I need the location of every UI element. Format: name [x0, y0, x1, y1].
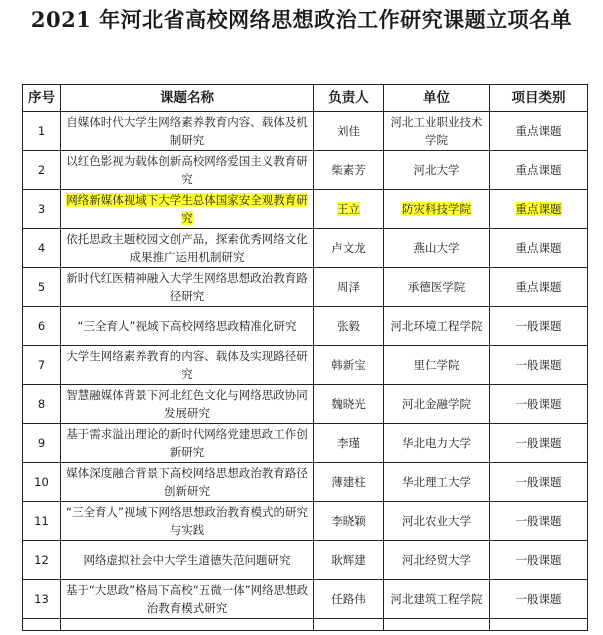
cell-row-number — [23, 307, 61, 346]
cell-topic-name — [61, 580, 314, 619]
cell-unit-name — [384, 112, 490, 151]
page-title: 2021 年河北省高校网络思想政治工作研究课题立项名单 — [30, 7, 573, 32]
cell-topic-name — [61, 190, 314, 229]
cell-unit-name — [384, 151, 490, 190]
cell-topic-name — [61, 346, 314, 385]
cell-lead-person — [314, 151, 384, 190]
lead-person-text: 耿辉建 — [331, 553, 366, 567]
cell-unit-name — [384, 346, 490, 385]
table-row — [23, 151, 588, 190]
cell-project-category — [490, 502, 588, 541]
cell-project-category — [490, 541, 588, 580]
unit-name-text: 华北理工大学 — [402, 475, 471, 489]
cell-unit-name — [384, 268, 490, 307]
cell-project-category — [490, 268, 588, 307]
header-category: 项目类别 — [490, 85, 588, 112]
project-category-text: 一般课题 — [515, 475, 562, 489]
project-category-text: 重点课题 — [515, 202, 562, 216]
cell-topic-name — [61, 502, 314, 541]
cell-empty — [23, 619, 61, 631]
cell-topic-name — [61, 424, 314, 463]
table-row-partial — [23, 619, 588, 631]
table-row — [23, 463, 588, 502]
unit-name-text: 河北大学 — [413, 163, 460, 177]
lead-person-text: 韩新宝 — [331, 358, 366, 372]
row-number-text: 13 — [34, 592, 49, 606]
table-row — [23, 502, 588, 541]
cell-row-number — [23, 190, 61, 229]
row-number-text: 6 — [37, 319, 46, 333]
cell-project-category — [490, 424, 588, 463]
table-row — [23, 385, 588, 424]
cell-topic-name — [61, 541, 314, 580]
cell-unit-name — [384, 502, 490, 541]
project-category-text: 一般课题 — [515, 436, 562, 450]
cell-unit-name — [384, 385, 490, 424]
cell-topic-name — [61, 151, 314, 190]
cell-lead-person — [314, 307, 384, 346]
cell-row-number — [23, 151, 61, 190]
lead-person-text: 王立 — [337, 202, 360, 216]
table-row — [23, 346, 588, 385]
cell-row-number — [23, 112, 61, 151]
cell-project-category — [490, 151, 588, 190]
unit-name-text: 华北电力大学 — [402, 436, 471, 450]
cell-row-number — [23, 424, 61, 463]
cell-lead-person — [314, 346, 384, 385]
project-category-text: 重点课题 — [515, 241, 562, 255]
unit-name-text: 河北农业大学 — [402, 514, 471, 528]
unit-name-text: 河北建筑工程学院 — [390, 592, 483, 606]
table-row — [23, 580, 588, 619]
cell-unit-name — [384, 307, 490, 346]
cell-topic-name — [61, 307, 314, 346]
cell-row-number — [23, 463, 61, 502]
cell-row-number — [23, 346, 61, 385]
header-unit: 单位 — [384, 85, 490, 112]
unit-name-text: 里仁学院 — [413, 358, 460, 372]
table-header-row — [23, 85, 588, 112]
unit-name-text: 承德医学院 — [407, 280, 466, 294]
project-category-text: 一般课题 — [515, 397, 562, 411]
table-row — [23, 307, 588, 346]
row-number-text: 5 — [37, 280, 46, 294]
header-no: 序号 — [23, 85, 61, 112]
cell-unit-name — [384, 229, 490, 268]
cell-empty — [61, 619, 314, 631]
project-list-table — [22, 84, 588, 631]
table-row — [23, 424, 588, 463]
cell-lead-person — [314, 580, 384, 619]
cell-lead-person — [314, 424, 384, 463]
cell-topic-name — [61, 463, 314, 502]
topic-name-text: 网络虚拟社会中大学生道德失范问题研究 — [83, 553, 291, 567]
project-category-text: 重点课题 — [515, 280, 562, 294]
lead-person-text: 张毅 — [337, 319, 360, 333]
project-category-text: 一般课题 — [515, 319, 562, 333]
project-category-text: 重点课题 — [515, 163, 562, 177]
cell-lead-person — [314, 385, 384, 424]
row-number-text: 1 — [37, 124, 46, 138]
unit-name-text: 燕山大学 — [413, 241, 460, 255]
cell-lead-person — [314, 268, 384, 307]
row-number-text: 4 — [37, 241, 46, 255]
cell-row-number — [23, 268, 61, 307]
lead-person-text: 李晓颖 — [331, 514, 366, 528]
header-lead: 负责人 — [314, 85, 384, 112]
topic-name-text: 以红色影视为载体创新高校网络爱国主义教育研究 — [66, 154, 308, 186]
cell-empty — [384, 619, 490, 631]
cell-project-category — [490, 307, 588, 346]
cell-topic-name — [61, 268, 314, 307]
row-number-text: 9 — [37, 436, 46, 450]
lead-person-text: 周泽 — [337, 280, 360, 294]
project-category-text: 一般课题 — [515, 514, 562, 528]
lead-person-text: 任路伟 — [331, 592, 366, 606]
cell-project-category — [490, 580, 588, 619]
topic-name-text: 基于需求溢出理论的新时代网络党建思政工作创新研究 — [66, 427, 308, 459]
lead-person-text: 卢文龙 — [331, 241, 366, 255]
table-row — [23, 190, 588, 229]
cell-lead-person — [314, 463, 384, 502]
cell-project-category — [490, 190, 588, 229]
project-category-text: 一般课题 — [515, 358, 562, 372]
project-category-text: 一般课题 — [515, 592, 562, 606]
cell-row-number — [23, 385, 61, 424]
cell-lead-person — [314, 502, 384, 541]
table-row — [23, 541, 588, 580]
topic-name-text: “三全育人”视域下网络思想政治教育模式的研究与实践 — [66, 505, 308, 537]
unit-name-text: 河北环境工程学院 — [390, 319, 483, 333]
table-row — [23, 229, 588, 268]
lead-person-text: 魏晓光 — [331, 397, 366, 411]
cell-empty — [314, 619, 384, 631]
cell-row-number — [23, 541, 61, 580]
lead-person-text: 刘佳 — [337, 124, 360, 138]
cell-row-number — [23, 229, 61, 268]
topic-name-text: 大学生网络素养教育的内容、载体及实现路径研究 — [66, 349, 308, 381]
topic-name-text: 自媒体时代大学生网络素养教育内容、载体及机制研究 — [66, 115, 308, 147]
table-row — [23, 112, 588, 151]
cell-empty — [490, 619, 588, 631]
header-topic: 课题名称 — [61, 85, 314, 112]
cell-lead-person — [314, 190, 384, 229]
row-number-text: 2 — [37, 163, 46, 177]
cell-project-category — [490, 463, 588, 502]
cell-lead-person — [314, 541, 384, 580]
cell-lead-person — [314, 229, 384, 268]
lead-person-text: 柴素芳 — [331, 163, 366, 177]
topic-name-text: “三全育人”视域下高校网络思政精准化研究 — [77, 319, 297, 333]
cell-unit-name — [384, 190, 490, 229]
cell-unit-name — [384, 580, 490, 619]
unit-name-text: 河北经贸大学 — [402, 553, 471, 567]
cell-project-category — [490, 385, 588, 424]
lead-person-text: 李瑾 — [337, 436, 360, 450]
lead-person-text: 薄建柱 — [331, 475, 366, 489]
topic-name-text: 新时代红医精神融入大学生网络思想政治教育路径研究 — [66, 271, 308, 303]
cell-unit-name — [384, 463, 490, 502]
project-category-text: 一般课题 — [515, 553, 562, 567]
topic-name-text: 网络新媒体视域下大学生总体国家安全观教育研究 — [66, 193, 308, 225]
table-row — [23, 268, 588, 307]
topic-name-text: 依托思政主题校园文创产品，探索优秀网络文化成果推广运用机制研究 — [66, 232, 308, 264]
cell-topic-name — [61, 112, 314, 151]
row-number-text: 7 — [37, 358, 46, 372]
row-number-text: 10 — [34, 475, 49, 489]
cell-unit-name — [384, 424, 490, 463]
unit-name-text: 河北金融学院 — [402, 397, 471, 411]
cell-project-category — [490, 346, 588, 385]
topic-name-text: 基于“大思政”格局下高校“五微一体”网络思想政治教育模式研究 — [65, 583, 309, 615]
cell-unit-name — [384, 541, 490, 580]
unit-name-text: 防灾科技学院 — [402, 202, 471, 216]
cell-lead-person — [314, 112, 384, 151]
topic-name-text: 智慧融媒体背景下河北红色文化与网络思政协同发展研究 — [66, 388, 308, 420]
cell-project-category — [490, 229, 588, 268]
topic-name-text: 媒体深度融合背景下高校网络思想政治教育路径创新研究 — [66, 466, 308, 498]
cell-row-number — [23, 502, 61, 541]
cell-topic-name — [61, 229, 314, 268]
row-number-text: 3 — [37, 202, 46, 216]
row-number-text: 12 — [34, 553, 49, 567]
row-number-text: 8 — [37, 397, 46, 411]
cell-topic-name — [61, 385, 314, 424]
project-category-text: 重点课题 — [515, 124, 562, 138]
row-number-text: 11 — [34, 514, 49, 528]
cell-row-number — [23, 580, 61, 619]
cell-project-category — [490, 112, 588, 151]
unit-name-text: 河北工业职业技术学院 — [390, 115, 483, 147]
